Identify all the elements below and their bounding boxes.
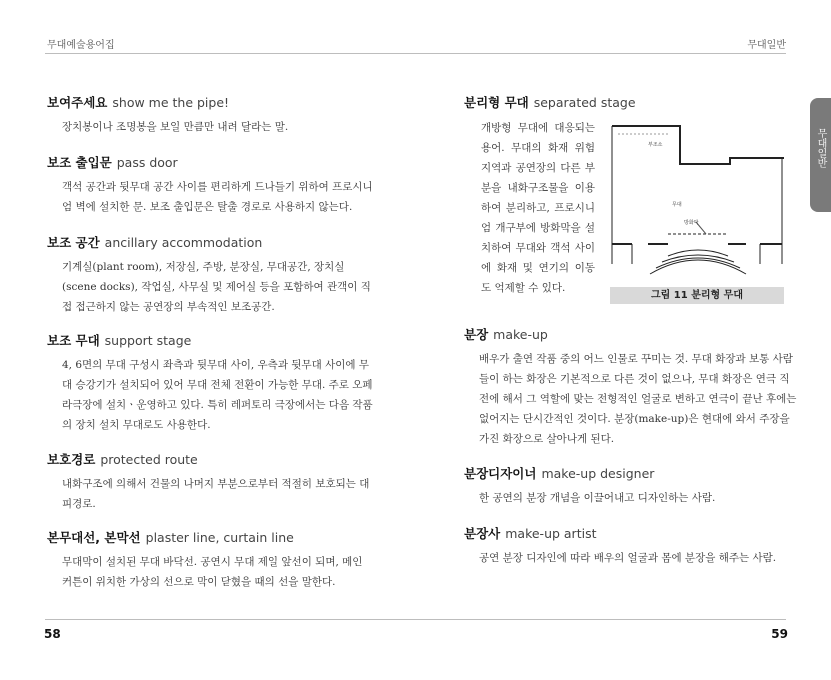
glossary-entry: [47, 451, 374, 514]
figure-label-stage: 무대: [672, 202, 682, 208]
glossary-entry: [47, 332, 374, 435]
term-english: plaster line, curtain line: [145, 530, 294, 545]
term-korean: 보여주세요: [47, 95, 108, 110]
glossary-entry: [47, 234, 374, 317]
figure-label-backstage: 부조소: [648, 142, 663, 148]
glossary-entry: [47, 154, 374, 217]
term-korean: 분장사: [464, 526, 501, 541]
page-number-right: 59: [771, 627, 788, 641]
entry-term: [47, 332, 374, 349]
term-korean: 보조 출입문: [47, 155, 112, 170]
figure-label-fire-curtain: 방화막: [684, 220, 699, 226]
term-english: make-up designer: [541, 466, 655, 481]
running-header-right: 무대일반: [747, 40, 786, 51]
entry-definition: 객석 공간과 뒷무대 공간 사이를 편리하게 드나들기 위하여 프로시니엄 벽에 설치한 문. 보조 출입문은 탈출 경로로 사용하지 않는다.: [62, 181, 373, 213]
term-korean: 보조 공간: [47, 235, 100, 250]
entry-term: [47, 94, 374, 111]
glossary-entry: [464, 465, 799, 508]
entry-term: [464, 94, 636, 111]
entry-term: [47, 154, 374, 171]
term-english: show me the pipe!: [112, 95, 230, 110]
entry-definition: 배우가 출연 작품 중의 어느 인물로 꾸미는 것. 무대 화장과 보통 사람들이 하는 화장은 기본적으로 다른 것이 없으나, 무대 화장은 연극 직전에 해서 그 역할에 맞는 전형적인 얼굴로 변하고 연극이 끝난 후에는 없어지는 단시간적인 것이다. 분장(make-up)은 현대에 와서 주장을 가진 화장으로 살아나게 된다.: [479, 353, 797, 445]
term-english: pass door: [116, 155, 178, 170]
glossary-entry: [47, 529, 374, 592]
term-english: make-up: [493, 327, 548, 342]
side-tab-label: 무대일반: [815, 128, 826, 168]
header-rule: [45, 53, 786, 54]
figure-wall-outline: [612, 126, 784, 164]
term-korean: 본무대선, 본막선: [47, 530, 141, 545]
page-number-left: 58: [44, 627, 61, 641]
entry-term: [47, 529, 374, 546]
term-english: separated stage: [533, 95, 636, 110]
entry-term: [47, 234, 374, 251]
entry-definition: 개방형 무대에 대응되는 용어. 무대의 화재 위험 지역과 공연장의 다른 부분을 내화구조물을 이용하여 분리하고, 프로시니엄 개구부에 방화막을 설치하여 무대와 객석 사이에 화재 및 연기의 이동도 억제할 수 있다.: [481, 122, 595, 294]
term-english: support stage: [104, 333, 192, 348]
entry-definition: 기계실(plant room), 저장실, 주방, 분장실, 무대공간, 장치실(scene docks), 작업실, 사무실 및 제어실 등을 포함하여 관객이 직접 접근하지 않는 공연장의 부속적인 보조공간.: [62, 261, 371, 313]
entry-term: [464, 525, 799, 542]
separated-stage-figure: [610, 114, 784, 286]
glossary-entry: [464, 326, 799, 449]
term-english: ancillary accommodation: [104, 235, 263, 250]
term-korean: 보조 무대: [47, 333, 100, 348]
running-header-left: 무대예술용어집: [47, 40, 115, 51]
term-english: protected route: [100, 452, 198, 467]
term-english: make-up artist: [505, 526, 597, 541]
term-korean: 분리형 무대: [464, 95, 529, 110]
term-korean: 분장디자이너: [464, 466, 537, 481]
term-korean: 보호경로: [47, 452, 96, 467]
entry-definition: 4, 6면의 무대 구성시 좌측과 뒷무대 사이, 우측과 뒷무대 사이에 무대 승강기가 설치되어 있어 무대 전체 전환이 가능한 무대. 주로 오페라극장에 설치ㆍ운영하고 있다. 특히 레퍼토리 극장에서는 다음 작품의 장치 설치 무대로도 사용한다.: [62, 359, 373, 431]
footer-rule: [45, 619, 786, 620]
entry-definition: 장치봉이나 조명봉을 보일 만큼만 내려 달라는 말.: [62, 121, 289, 133]
entry-definition: 무대막이 설치된 무대 바닥선. 공연시 무대 제일 앞선이 되며, 메인 커튼이 위치한 가상의 선으로 막이 닫혔을 때의 선을 말한다.: [62, 556, 363, 588]
section-side-tab: [810, 98, 831, 212]
entry-term: [464, 465, 799, 482]
entry-term: [464, 326, 799, 343]
entry-term: [47, 451, 374, 468]
entry-definition: 공연 분장 디자인에 따라 배우의 얼굴과 몸에 분장을 해주는 사람.: [479, 552, 777, 564]
entry-definition: 한 공연의 분장 개념을 이끌어내고 디자인하는 사람.: [479, 492, 716, 504]
entry-definition: 내화구조에 의해서 건물의 나머지 부분으로부터 적절히 보호되는 대피경로.: [62, 478, 370, 510]
figure-caption: 그림 11 분리형 무대: [610, 287, 784, 304]
glossary-entry: [464, 525, 799, 568]
term-korean: 분장: [464, 327, 489, 342]
glossary-entry: [464, 94, 636, 111]
glossary-entry: [47, 94, 374, 137]
